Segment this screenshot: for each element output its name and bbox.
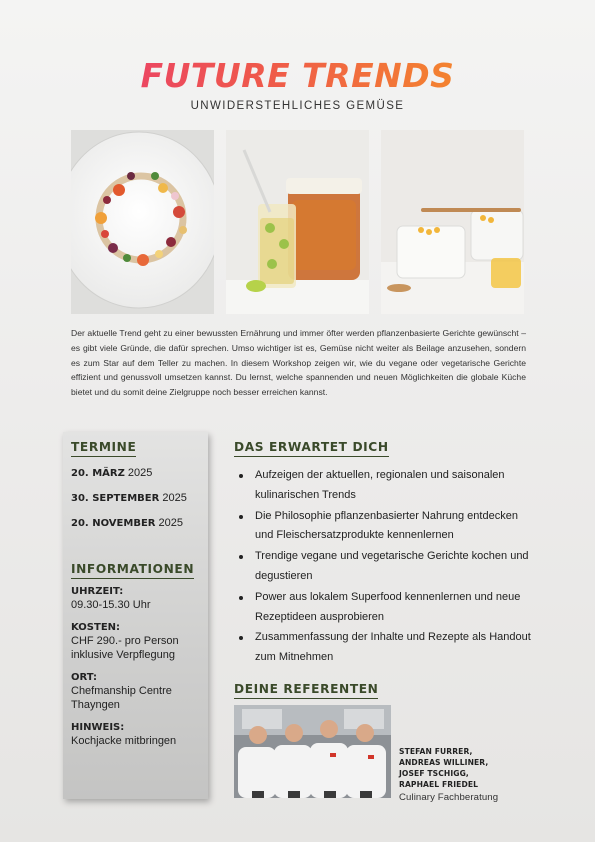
referenten-heading: DEINE REFERENTEN — [234, 681, 378, 699]
expect-list — [234, 466, 534, 668]
bullet-icon — [239, 555, 243, 559]
list-item: Power aus lokalem Superfood kennenlernen und neue Rezeptideen ausprobieren — [234, 588, 534, 628]
hinweis-label: HINWEIS: — [71, 721, 125, 733]
expect-heading: DAS ERWARTET DICH — [234, 439, 389, 457]
list-item: Die Philosophie pflanzenbasierter Nahrung entdecken und Fleischersatzprodukte kennenlernen — [234, 507, 534, 547]
termine-heading: TERMINE — [71, 439, 136, 457]
hinweis-value: Kochjacke mitbringen — [71, 734, 177, 747]
kosten-value: CHF 290.- pro Person — [71, 634, 179, 647]
kosten-label: KOSTEN: — [71, 621, 121, 633]
bullet-icon — [239, 474, 243, 478]
termin-date: 20. NOVEMBER 2025 — [71, 517, 184, 529]
termin-date: 30. SEPTEMBER 2025 — [71, 492, 187, 504]
ort-value: Chefmanship Centre — [71, 684, 172, 697]
uhrzeit-value: 09.30-15.30 Uhr — [71, 599, 151, 611]
photo-vegetable-wreath — [71, 130, 214, 314]
bullet-icon — [239, 515, 243, 519]
informationen-heading: INFORMATIONEN — [71, 561, 194, 579]
referenten-section — [234, 678, 534, 803]
ort-city: Thayngen — [71, 699, 120, 711]
referenten-photo — [234, 705, 391, 798]
bullet-icon — [239, 596, 243, 600]
list-item: Aufzeigen der aktuellen, regionalen und saisonalen kulinarischen Trends — [234, 466, 534, 506]
termin-date: 20. MÄRZ 2025 — [71, 467, 153, 479]
ort-label: ORT: — [71, 671, 98, 683]
kosten-note: inklusive Verpflegung — [71, 649, 175, 661]
list-item: Zusammenfassung der Inhalte und Rezepte als Handout zum Mitnehmen — [234, 628, 534, 668]
photo-row — [71, 130, 524, 314]
intro-text: Der aktuelle Trend geht zu einer bewussten Ernährung und immer öfter werden pflanzenbasierte Gerichte gewünscht – es gibt viele Gründe, die dafür sprechen. Umso wichtiger ist es, Gemüse nicht weiter als Beilage anzusehen, sondern es zum Star auf dem Teller zu machen. In diesem Workshop zeigen wir, wie du vegane oder vegetarische Gerichte effizient und genussvoll umsetzen kannst. Du lernst, welche spannenden und neuen Möglichkeiten die globale Küche bietet und du somit deine Zielgruppe noch besser erreichen kannst. — [71, 328, 526, 398]
list-item: Trendige vegane und vegetarische Gerichte kochen und degustieren — [234, 547, 534, 587]
expect-section — [234, 436, 534, 669]
header — [0, 56, 595, 112]
photo-dessert-cups — [381, 130, 524, 314]
photo-iced-tea-kombucha — [226, 130, 369, 314]
info-sidebar — [63, 432, 208, 799]
page-subtitle: UNWIDERSTEHLICHES GEMÜSE — [190, 100, 405, 112]
referenten-names: STEFAN FURRER, ANDREAS WILLINER, JOSEF TSCHIGG, RAPHAEL FRIEDEL Culinary Fachberatung — [399, 746, 539, 804]
referenten-role: Culinary Fachberatung — [399, 792, 499, 803]
bullet-icon — [239, 636, 243, 640]
page-title: FUTURE TRENDS — [0, 56, 595, 96]
uhrzeit-label: UHRZEIT: — [71, 586, 124, 597]
